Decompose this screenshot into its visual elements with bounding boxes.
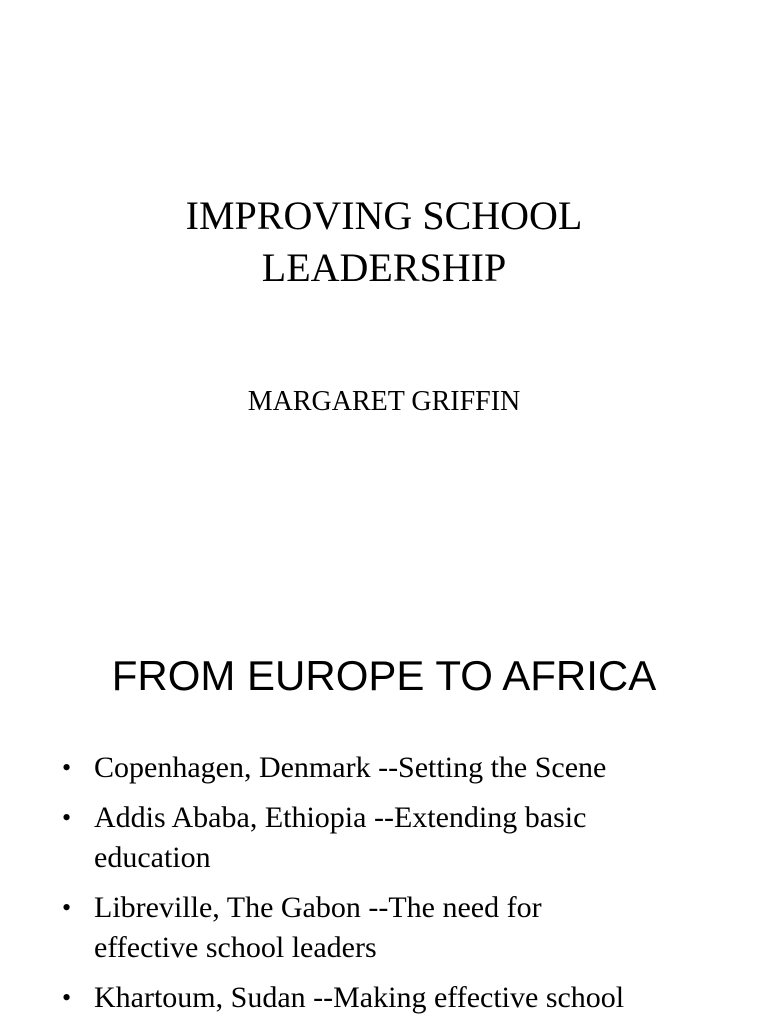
title-line-2: LEADERSHIP (261, 245, 507, 290)
bullet-icon: • (62, 893, 72, 922)
content-slide (0, 600, 768, 1024)
bullet-item-khartoum (62, 978, 722, 1018)
slide-title: FROM EUROPE TO AFRICA (111, 652, 657, 699)
author-name: MARGARET GRIFFIN (247, 386, 521, 417)
bullet-text: Libreville, The Gabon --The need for (94, 891, 542, 924)
bullet-text-continued: effective school leaders (94, 931, 377, 964)
bullet-item-copenhagen (62, 748, 722, 788)
bullet-text: Khartoum, Sudan --Making effective school (94, 981, 625, 1014)
title-line-1: IMPROVING SCHOOL (185, 193, 583, 238)
presentation-title (0, 190, 768, 294)
bullet-text: Copenhagen, Denmark --Setting the Scene (94, 751, 607, 784)
bullet-item-libreville (62, 888, 722, 968)
bullet-icon: • (62, 753, 72, 782)
bullet-icon: • (62, 803, 72, 832)
bullet-list (62, 748, 722, 1024)
bullet-icon: • (62, 983, 72, 1012)
bullet-item-addis-ababa (62, 798, 722, 878)
bullet-text: Addis Ababa, Ethiopia --Extending basic (94, 801, 587, 834)
bullet-text-continued: education (94, 841, 211, 874)
